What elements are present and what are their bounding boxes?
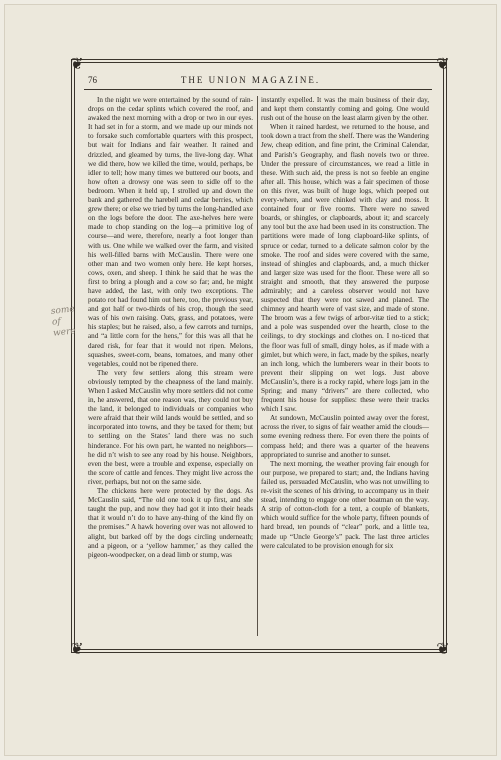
header-rule — [84, 89, 432, 90]
corner-ornament-icon: ❦ — [70, 641, 84, 658]
page-number: 76 — [88, 75, 97, 85]
paragraph: The chickens here were protected by the dogs. As McCauslin said, “The old one took it up first, and she taught the pup, and now they had got it into their heads that it would n’t do to have any-thing of the kind fly on the premises.” A hawk hovering over was not allowed to alight, but barked off by the dogs circling underneath; and a pigeon, or a ‘yellow hammer,’ as they called the pigeon-woodpecker, on a dead limb or stump, was — [88, 487, 253, 559]
left-column — [88, 96, 253, 636]
right-column — [261, 96, 429, 636]
paragraph: The next morning, the weather proving fair enough for our purpose, we prepared to start; and, the Indians having failed us, persuaded McCauslin, who was not unwilling to re-visit the scenes of his driving, to accompany us in their stead, intending to engage one other boatman on the way. A strip of cotton-cloth for a tent, a couple of blankets, which would suffice for the whole party, fifteen pounds of hard bread, ten pounds of “clear” pork, and a little tea, made up “Uncle George’s” pack. The last three articles were calculated to be provision enough for six — [261, 459, 429, 550]
paragraph: In the night we were entertained by the sound of rain-drops on the cedar splints which covered the roof, and awaked the next morning with a drop or two in our eyes. It had set in for a storm, and we made up our minds not to forsake such comfortable quarters with this prospect, but wait for Indians and fair weather. It rained and drizzled, and gleamed by turns, the live-long day. What we did there, how we killed the time, would, perhaps, be idler to tell; how many times we buttered our boots, and how often a drowsy one was seen to sidle off to the bedroom. When it held up, I strolled up and down the bank and gathered the harebell and cedar berries, which grew there; or else we tried by turns the long-handled axe on the logs before the door. The axe-helves here were made to chop standing on the log—a primitive log of course—and were, therefore, nearly a foot longer than with us. One while we walked over the farm, and visited his well-filled barns with McCauslin. There were one other man and two women only here. He kept horses, cows, oxen, and sheep. I think he said that he was the first to bring a plough and a cow so far; and, he might have added, the last, with only two exceptions. The potato rot had found him out here, too, the previous year, and got half or two-thirds of his crop, though the seed was of his own raising. Oats, grass, and potatoes, were his staples; but he raised, also, a few carrots and turnips, and “a little corn for the hens,” for this was all that he dared risk, for fear that it would not ripen. Melons, squashes, sweet-corn, beans, tomatoes, and many other vegetables, could not be ripened there. — [88, 96, 253, 368]
handwritten-margin-note: some of were — [50, 304, 77, 339]
corner-ornament-icon: ❦ — [436, 56, 450, 73]
column-divider — [257, 96, 258, 636]
paragraph: When it rained hardest, we returned to the house, and took down a tract from the shelf. There was the Wandering Jew, cheap edition, and fine print, the Criminal Calendar, and Parish’s Geography, and flash novels two or three. Under the pressure of circumstances, we read a little in these. With such aid, the press is not so feeble an engine after all. This house, which was a fair specimen of those on this river, was built of huge logs, which peeped out every-where, and were chinked with clay and moss. It contained four or five rooms. There were no sawed boards, or shingles, or clapboards, about it; and scarcely any tool but the axe had been used in its construction. The partitions were made of long clapboard-like splints, of spruce or cedar, turned to a delicate salmon color by the smoke. The roof and sides were covered with the same, instead of shingles and clapboards, and, a much thicker and larger size was used for the floor. These were all so straight and smooth, that they answered the purpose admirably; and a careless observer would not have suspected that they were not sawed and planed. The chimney and hearth were of vast size, and made of stone. The broom was a few twigs of arbor-vitæ tied to a stick; and a pole was suspended over the hearth, close to the ceilings, to dry stockings and clothes on. I no-ticed that the floor was full of small, dingy holes, as if made with a gimlet, but which were, in fact, made by the spikes, nearly an inch long, which the lumberers wear in their boots to prevent their slipping on wet logs. Just above McCauslin’s, there is a rocky rapid, where logs jam in the Spring; and many “drivers” are there collected, who frequent his house for supplies: these were their tracks which I saw. — [261, 123, 429, 414]
paragraph: instantly expelled. It was the main business of their day, and kept them constantly coming and going. One would rush out of the house on the least alarm given by the other. — [261, 96, 429, 123]
corner-ornament-icon: ❦ — [70, 56, 84, 73]
paragraph: At sundown, McCauslin pointed away over the forest, across the river, to signs of fair weather amid the clouds—some evening redness there. For even there the points of compass held; and there was a quarter of the heavens appropriated to sunrise and another to sunset. — [261, 414, 429, 459]
paragraph: The very few settlers along this stream were obviously tempted by the cheapness of the land mainly. When I asked McCauslin why more settlers did not come in, he answered, that one reason was, they could not buy the land, it belonged to individuals or companies who were afraid that their wild lands would be settled, and so incorporated into towns, and they be taxed for them; but to settling on the States’ land there was no such hinderance. For his own part, he wanted no neighbors—he did n’t wish to see any road by his house. Neighbors, even the best, were a trouble and expense, especially on the score of cattle and fences. They might live across the river, perhaps, but not on the same side. — [88, 368, 253, 486]
running-title: THE UNION MAGAZINE. — [180, 75, 321, 85]
corner-ornament-icon: ❦ — [436, 641, 450, 658]
